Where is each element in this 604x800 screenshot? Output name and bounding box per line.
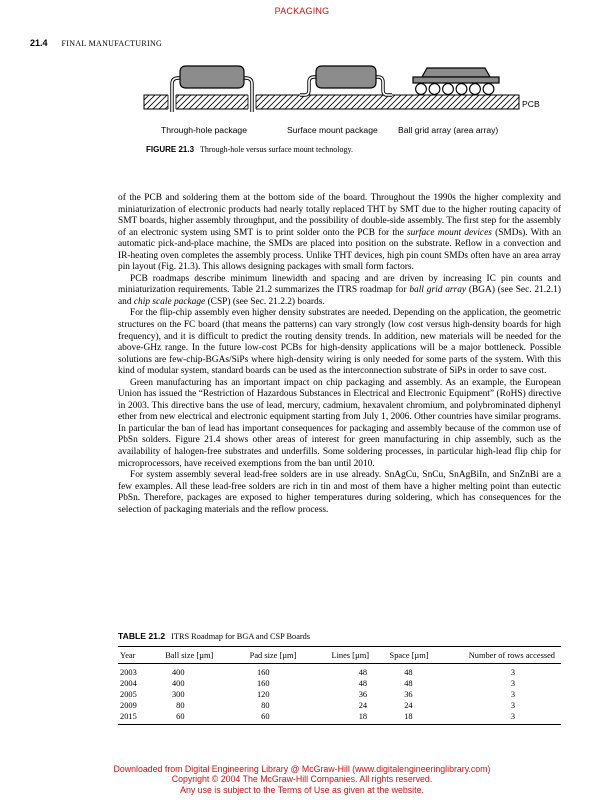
cell-pad-size: 160	[256, 679, 270, 688]
figure-number: FIGURE 21.3	[146, 145, 195, 154]
cell-year: 2004	[120, 679, 137, 688]
table-title-text: ITRS Roadmap for BGA and CSP Boards	[171, 632, 311, 641]
cell-lines: 48	[358, 668, 368, 677]
cell-ball-size: 400	[171, 679, 185, 688]
surface-mount-package	[300, 66, 392, 95]
table-row	[118, 689, 561, 700]
table-number: TABLE 21.2	[118, 631, 166, 641]
paragraph-1	[118, 193, 561, 274]
col-year: Year	[118, 647, 146, 664]
table-title	[118, 631, 310, 641]
figure-caption	[146, 145, 353, 154]
paragraph-1-b: (SMDs). With an automatic pick-and-place machine, the SMDs are placed into position on the substrate. Reflow in a convection and IR-heating oven completes the assembly process. Unlike THT devices, high pin count SMDs often have an area array pin layout (Fig. 21.3). This allows designing packages with small form factors.	[118, 227, 562, 273]
cell-ball-size: 400	[171, 668, 185, 677]
cell-space: 48	[404, 679, 413, 688]
col-rows-accessed: Number of rows accessed	[431, 647, 561, 664]
cell-lines: 48	[358, 679, 368, 688]
paragraph-2-a: PCB roadmaps describe minimum linewidth and spacing and are driven by increasing IC pin counts and miniaturization requirements. Table 21.2 summarizes the ITRS roadmap for	[118, 273, 561, 296]
paragraph-5: For system assembly several lead-free solders are in use already. SnAgCu, SnCu, SnAgBiIn, and SnZnBi are a few examples. All these lead-free solders are rich in tin and most of them have a higher melting point than eutectic PbSn. Therefore, packages are exposed to higher temperatures during soldering, which has consequences for the selection of packaging materials and the reflow process.	[118, 470, 561, 515]
term-bga: ball grid array	[409, 285, 467, 296]
cell-space: 24	[404, 701, 413, 710]
cell-lines: 36	[358, 690, 368, 699]
table-row	[118, 664, 561, 679]
footer-download-link[interactable]: Downloaded from Digital Engineering Library @ McGraw-Hill (www.digitalengineeringlibrary.com)	[113, 764, 491, 774]
label-through-hole: Through-hole package	[161, 125, 247, 135]
paragraph-2-c: (CSP) (see Sec. 21.2.2) boards.	[205, 296, 325, 307]
term-csp: chip scale package	[133, 296, 206, 307]
download-footer	[0, 764, 604, 795]
cell-pad-size: 60	[233, 711, 314, 725]
footer-terms[interactable]: Any use is subject to the Terms of Use as given at the website.	[180, 784, 424, 795]
paragraph-3: For the flip-chip assembly even higher density substrates are needed. Depending on the application, the geometric structures on the FC board (that means the patterns) can vary strongly (low cost versus high-density boards for high frequency), and it is difficult to predict the routing density trends. In addition, new materials will be needed for the above-GHz range. In the future low-cost PCBs for high-density applications will be a major bottleneck. Possible solutions are few-chip-BGAs/SiPs where high-density wiring is only needed for some parts of the system. With this kind of modular system, standard boards can be used as the interconnection substrate of SiPs in order to save cost.	[118, 308, 561, 377]
footer-copyright: Copyright © 2004 The McGraw-Hill Companies. All rights reserved.	[171, 774, 433, 785]
cell-space: 48	[404, 668, 413, 677]
paragraph-1-a: of the PCB and soldering them at the bottom side of the board. Throughout the 1990s the higher complexity and miniaturization of electronic products had nearly totally replaced THT by SMT due to the higher routing capacity of SMT boards, higher assembly throughput, and the possibility of double-side assembly. The first step for the assembly of an electronic system using SMT is to print solder onto the PCB for the	[118, 193, 561, 238]
paragraph-2-b: (BGA) (see Sec. 21.2.1) and	[118, 285, 561, 307]
paragraph-2	[118, 274, 561, 309]
cell-year: 2015	[118, 711, 146, 725]
cell-rows: 3	[431, 711, 561, 725]
cell-rows: 3	[510, 690, 515, 699]
figure-caption-text: Through-hole versus surface mount technology.	[200, 145, 354, 154]
cell-space: 18	[371, 711, 430, 725]
cell-pad-size: 120	[256, 690, 270, 699]
page-number: 21.4	[30, 38, 48, 48]
cell-rows: 3	[510, 701, 515, 710]
cell-ball-size: 300	[171, 690, 185, 699]
cell-year: 2009	[120, 701, 137, 710]
section-header: PACKAGING	[274, 6, 330, 16]
itrs-roadmap-table	[118, 646, 561, 725]
cell-year: 2003	[120, 668, 137, 677]
table-row	[118, 678, 561, 689]
cell-rows: 3	[510, 679, 515, 688]
pcb-board	[144, 94, 519, 110]
term-smd: surface mount devices	[406, 227, 492, 238]
col-pad-size: Pad size [µm]	[233, 647, 314, 664]
cell-ball-size: 60	[146, 711, 233, 725]
label-ball-grid-array: Ball grid array (area array)	[398, 125, 499, 135]
table-body	[118, 664, 561, 725]
table-row	[118, 711, 561, 725]
cell-pad-size: 80	[261, 701, 270, 710]
cell-lines: 24	[358, 701, 368, 710]
table-row	[118, 700, 561, 711]
col-lines: Lines [µm]	[314, 647, 372, 664]
col-ball-size: Ball size [µm]	[146, 647, 233, 664]
chapter-title: FINAL MANUFACTURING	[61, 39, 163, 48]
table-header-row	[118, 647, 561, 664]
paragraph-4: Green manufacturing has an important impact on chip packaging and assembly. As an example, the European Union has issued the “Restriction of Hazardous Substances in Electrical and Electronic Equipment” (RoHS) directive in 2003. This directive bans the use of lead, mercury, cadmium, hexavalent chromium, and polybrominated diphenyl ether from new electrical and electronic equipment starting from July 1, 2006. Other countries have similar programs. In particular the ban of lead has important consequences for packaging and assembly because of the common use of PbSn solders. Figure 21.4 shows other areas of interest for green manufacturing in chip assembly, such as the availability of halogen-free substrates and underfills. Some soldering processes, in particular high-lead flip chip for microprocessors, have received exemptions from the ban until 2010.	[118, 377, 561, 469]
label-surface-mount: Surface mount package	[287, 125, 378, 135]
ball-grid-array-package	[413, 68, 499, 94]
running-head	[30, 38, 162, 48]
cell-ball-size: 80	[176, 701, 185, 710]
cell-lines: 18	[314, 711, 372, 725]
cell-space: 36	[404, 690, 413, 699]
pcb-label: PCB	[522, 99, 540, 109]
cell-pad-size: 160	[256, 668, 270, 677]
cell-rows: 3	[510, 668, 515, 677]
col-space: Space [µm]	[371, 647, 430, 664]
cell-year: 2005	[120, 690, 137, 699]
body-text	[118, 193, 561, 516]
